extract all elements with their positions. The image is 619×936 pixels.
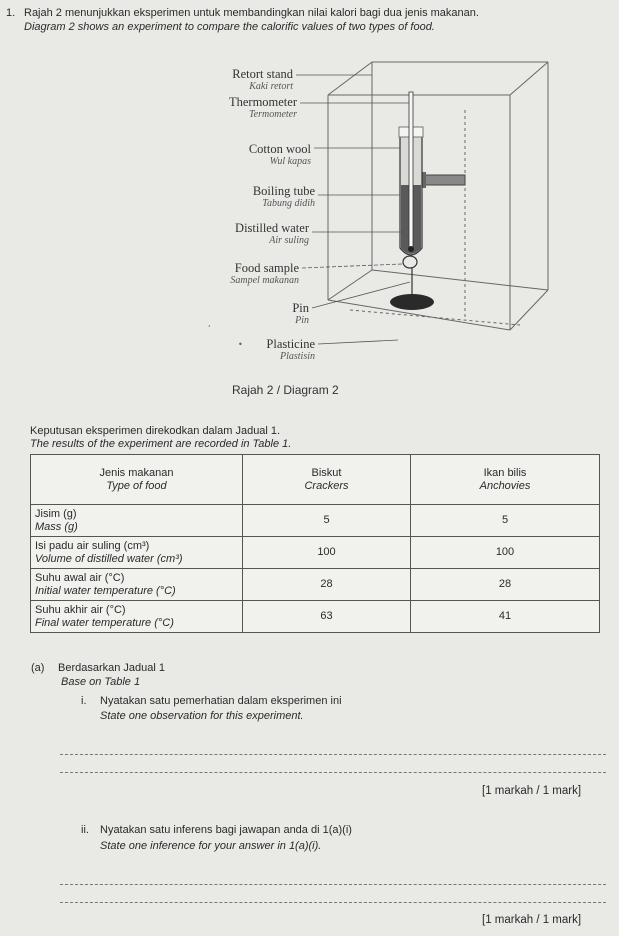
header-anchovies-malay: Ikan bilis xyxy=(483,466,527,479)
header-anchovies xyxy=(411,455,600,505)
row-label-malay: Suhu akhir air (°C) xyxy=(35,603,126,616)
label-boiling-tube: Boiling tube xyxy=(252,184,315,198)
retort-stand-frame xyxy=(328,62,548,330)
row-label xyxy=(31,601,243,633)
clamp xyxy=(416,172,465,188)
table-header-row xyxy=(31,455,600,505)
header-type-of-food xyxy=(31,455,243,505)
question-text-malay: Rajah 2 menunjukkan eksperimen untuk membandingkan nilai kalori bagi dua jenis makanan. xyxy=(24,7,479,19)
table-row xyxy=(31,505,600,537)
cell-value: 41 xyxy=(411,601,600,633)
cell-value: 5 xyxy=(243,505,411,537)
label-pin-malay: Pin xyxy=(295,315,309,326)
subq-ii-marks: [1 markah / 1 mark] xyxy=(482,914,582,926)
question-number: 1. xyxy=(6,7,16,19)
answer-line[interactable] xyxy=(60,902,606,903)
subq-ii-label: ii. xyxy=(81,824,89,836)
label-thermometer-malay: Termometer xyxy=(249,109,297,120)
header-crackers-english: Crackers xyxy=(304,479,349,492)
label-food-sample-malay: Sampel makanan xyxy=(230,275,299,286)
svg-text:,: , xyxy=(208,319,211,328)
label-distilled-water-malay: Air suling xyxy=(269,235,309,246)
table-row xyxy=(31,537,600,569)
header-anchovies-english: Anchovies xyxy=(479,479,531,492)
cell-value: 100 xyxy=(411,537,600,569)
row-label-malay: Isi padu air suling (cm³) xyxy=(35,539,150,552)
answer-line[interactable] xyxy=(60,884,606,885)
table-intro-malay: Keputusan eksperimen direkodkan dalam Jadual 1. xyxy=(30,425,281,437)
subq-i-marks: [1 markah / 1 mark] xyxy=(482,785,582,797)
label-retort-stand: Retort stand xyxy=(232,67,293,81)
label-boiling-tube-malay: Tabung didih xyxy=(262,198,315,209)
cell-value: 63 xyxy=(243,601,411,633)
header-crackers xyxy=(243,455,411,505)
subq-i-label: i. xyxy=(81,695,87,707)
answer-line[interactable] xyxy=(60,772,606,773)
label-retort-stand-malay: Kaki retort xyxy=(249,81,293,92)
part-a-label: (a) xyxy=(31,662,45,674)
label-plasticine-malay: Plastisin xyxy=(279,351,315,362)
row-label-malay: Suhu awal air (°C) xyxy=(35,571,125,584)
results-table xyxy=(30,454,600,633)
label-cotton-wool-malay: Wul kapas xyxy=(269,156,311,167)
subq-ii-english: State one inference for your answer in 1(a)(i). xyxy=(100,840,322,852)
row-label-english: Volume of distilled water (cm³) xyxy=(35,552,183,565)
plasticine xyxy=(390,294,434,310)
label-plasticine: Plasticine xyxy=(266,337,315,351)
cell-value: 28 xyxy=(243,569,411,601)
row-label-english: Mass (g) xyxy=(35,520,78,533)
diagram-caption: Rajah 2 / Diagram 2 xyxy=(232,383,339,397)
header-type-malay: Jenis makanan xyxy=(99,466,174,479)
cell-value: 5 xyxy=(411,505,600,537)
table-intro-english: The results of the experiment are recorded in Table 1. xyxy=(30,438,292,450)
svg-text:•: • xyxy=(238,340,243,349)
label-food-sample: Food sample xyxy=(234,261,299,275)
cell-value: 100 xyxy=(243,537,411,569)
part-a-english: Base on Table 1 xyxy=(61,676,141,688)
subq-i-malay: Nyatakan satu pemerhatian dalam eksperimen ini xyxy=(100,695,342,707)
header-type-english: Type of food xyxy=(106,479,167,492)
row-label xyxy=(31,537,243,569)
header-crackers-malay: Biskut xyxy=(311,466,342,479)
table-row xyxy=(31,569,600,601)
question-text-english: Diagram 2 shows an experiment to compare the calorific values of two types of food. xyxy=(24,21,435,33)
row-label xyxy=(31,569,243,601)
row-label-english: Initial water temperature (°C) xyxy=(35,584,176,597)
answer-line[interactable] xyxy=(60,754,606,755)
label-pin: Pin xyxy=(292,301,309,315)
part-a-malay: Berdasarkan Jadual 1 xyxy=(58,662,166,674)
label-cotton-wool: Cotton wool xyxy=(248,142,311,156)
label-distilled-water: Distilled water xyxy=(235,221,309,235)
row-label-malay: Jisim (g) xyxy=(35,507,77,520)
subq-ii-malay: Nyatakan satu inferens bagi jawapan anda di 1(a)(i) xyxy=(100,824,352,836)
label-thermometer: Thermometer xyxy=(228,95,297,109)
row-label-english: Final water temperature (°C) xyxy=(35,616,174,629)
thermometer xyxy=(408,92,414,252)
table-row xyxy=(31,601,600,633)
cell-value: 28 xyxy=(411,569,600,601)
subq-i-english: State one observation for this experiment. xyxy=(100,710,304,722)
row-label xyxy=(31,505,243,537)
food-sample xyxy=(403,256,417,268)
